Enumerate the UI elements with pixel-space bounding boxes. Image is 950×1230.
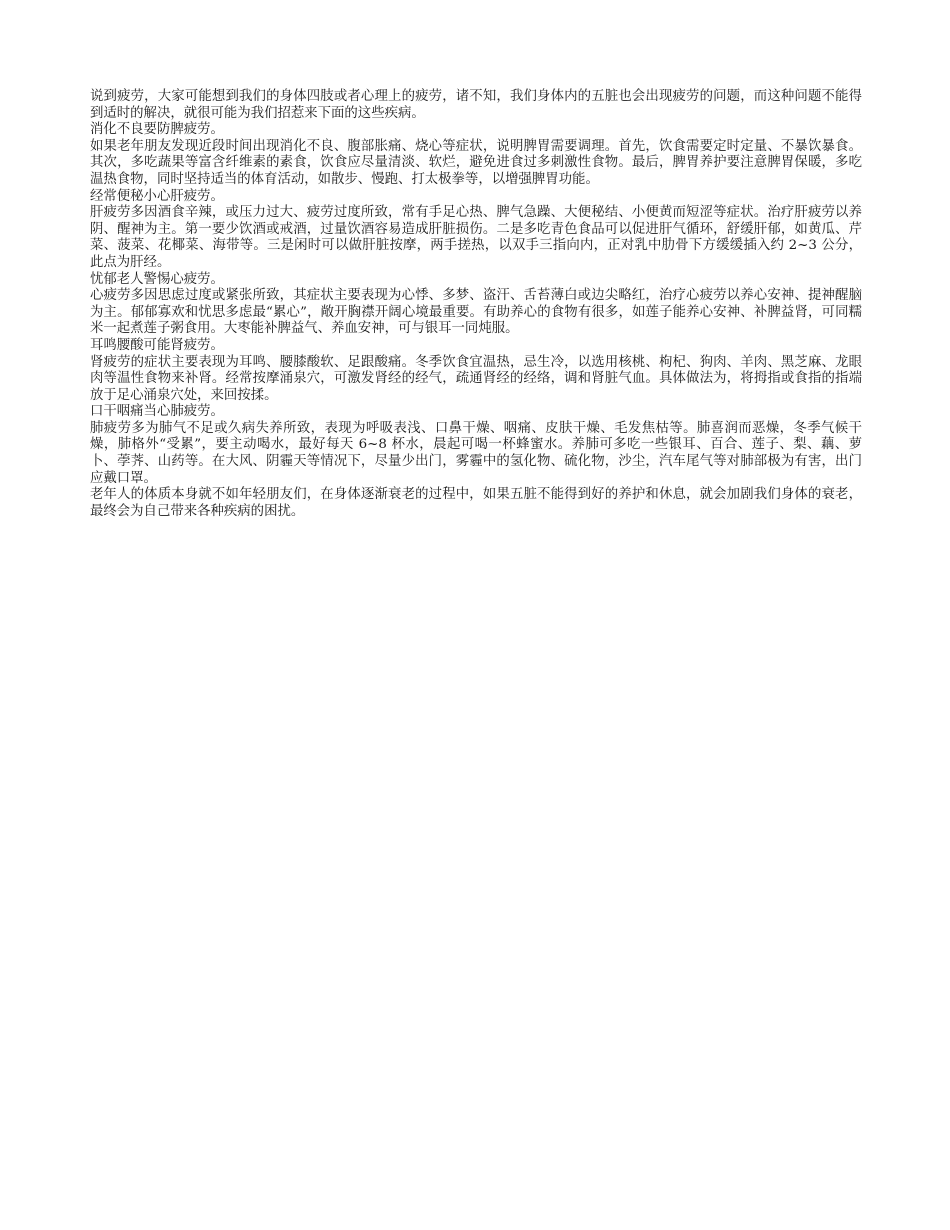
section-heading-liver: 经常便秘小心肝疲劳。 [90, 188, 224, 204]
section-heading-kidney: 耳鸣腰酸可能肾疲劳。 [90, 337, 224, 353]
section-heading-spleen: 消化不良要防脾疲劳。 [90, 122, 224, 138]
heart-paragraph: 心疲劳多因思虑过度或紧张所致，其症状主要表现为心悸、多梦、盗汗、舌苔薄白或边尖略红，治疗心疲劳以养心安神、提神醒脑为主。郁郁寡欢和忧思多虑最“累心”，敞开胸襟开阔心境最重要。有助养心的食物有很多，如莲子能养心安神、补脾益肾，可同糯米一起煮莲子粥食用。大枣能补脾益气、养血安神，可与银耳一同炖服。 [90, 288, 862, 337]
article-body [90, 89, 862, 520]
kidney-paragraph: 肾疲劳的症状主要表现为耳鸣、腰膝酸软、足跟酸痛。冬季饮食宜温热，忌生冷，以选用核桃、枸杞、狗肉、羊肉、黑芝麻、龙眼肉等温性食物来补肾。经常按摩涌泉穴，可激发肾经的经气，疏通肾经的经络，调和肾脏气血。具体做法为，将拇指或食指的指端放于足心涌泉穴处，来回按揉。 [90, 354, 862, 403]
section-heading-lung: 口干咽痛当心肺疲劳。 [90, 404, 224, 420]
conclusion-paragraph: 老年人的体质本身就不如年轻朋友们，在身体逐渐衰老的过程中，如果五脏不能得到好的养护和休息，就会加剧我们身体的衰老，最终会为自己带来各种疾病的困扰。 [90, 487, 862, 519]
lung-paragraph: 肺疲劳多为肺气不足或久病失养所致，表现为呼吸表浅、口鼻干燥、咽痛、皮肤干燥、毛发焦枯等。肺喜润而恶燥，冬季气候干燥，肺格外“受累”，要主动喝水，最好每天 6~8 杯水，晨起可喝一杯蜂蜜水。养肺可多吃一些银耳、百合、莲子、梨、藕、萝卜、荸荠、山药等。在大风、阴霾天等情况下，尽量少出门，雾霾中的氢化物、硫化物，沙尘，汽车尾气等对肺部极为有害，出门应戴口罩。 [90, 420, 862, 486]
spleen-paragraph: 如果老年朋友发现近段时间出现消化不良、腹部胀痛、烧心等症状，说明脾胃需要调理。首先，饮食需要定时定量、不暴饮暴食。其次，多吃蔬果等富含纤维素的素食，饮食应尽量清淡、软烂，避免进食过多刺激性食物。最后，脾胃养护要注意脾胃保暖，多吃温热食物，同时坚持适当的体育活动，如散步、慢跑、打太极拳等，以增强脾胃功能。 [90, 138, 862, 187]
section-heading-heart: 忧郁老人警惕心疲劳。 [90, 271, 224, 287]
intro-paragraph: 说到疲劳，大家可能想到我们的身体四肢或者心理上的疲劳，诸不知，我们身体内的五脏也会出现疲劳的问题，而这种问题不能得到适时的解决，就很可能为我们招惹来下面的这些疾病。 [90, 89, 862, 121]
liver-paragraph: 肝疲劳多因酒食辛辣，或压力过大、疲劳过度所致，常有手足心热、脾气急躁、大便秘结、小便黄而短涩等症状。治疗肝疲劳以养阴、醒神为主。第一要少饮酒或戒酒，过量饮酒容易造成肝脏损伤。二是多吃青色食品可以促进肝气循环，舒缓肝郁，如黄瓜、芹菜、菠菜、花椰菜、海带等。三是闲时可以做肝脏按摩，两手搓热，以双手三指向内，正对乳中肋骨下方缓缓插入约 2~3 公分，此点为肝经。 [90, 205, 862, 270]
